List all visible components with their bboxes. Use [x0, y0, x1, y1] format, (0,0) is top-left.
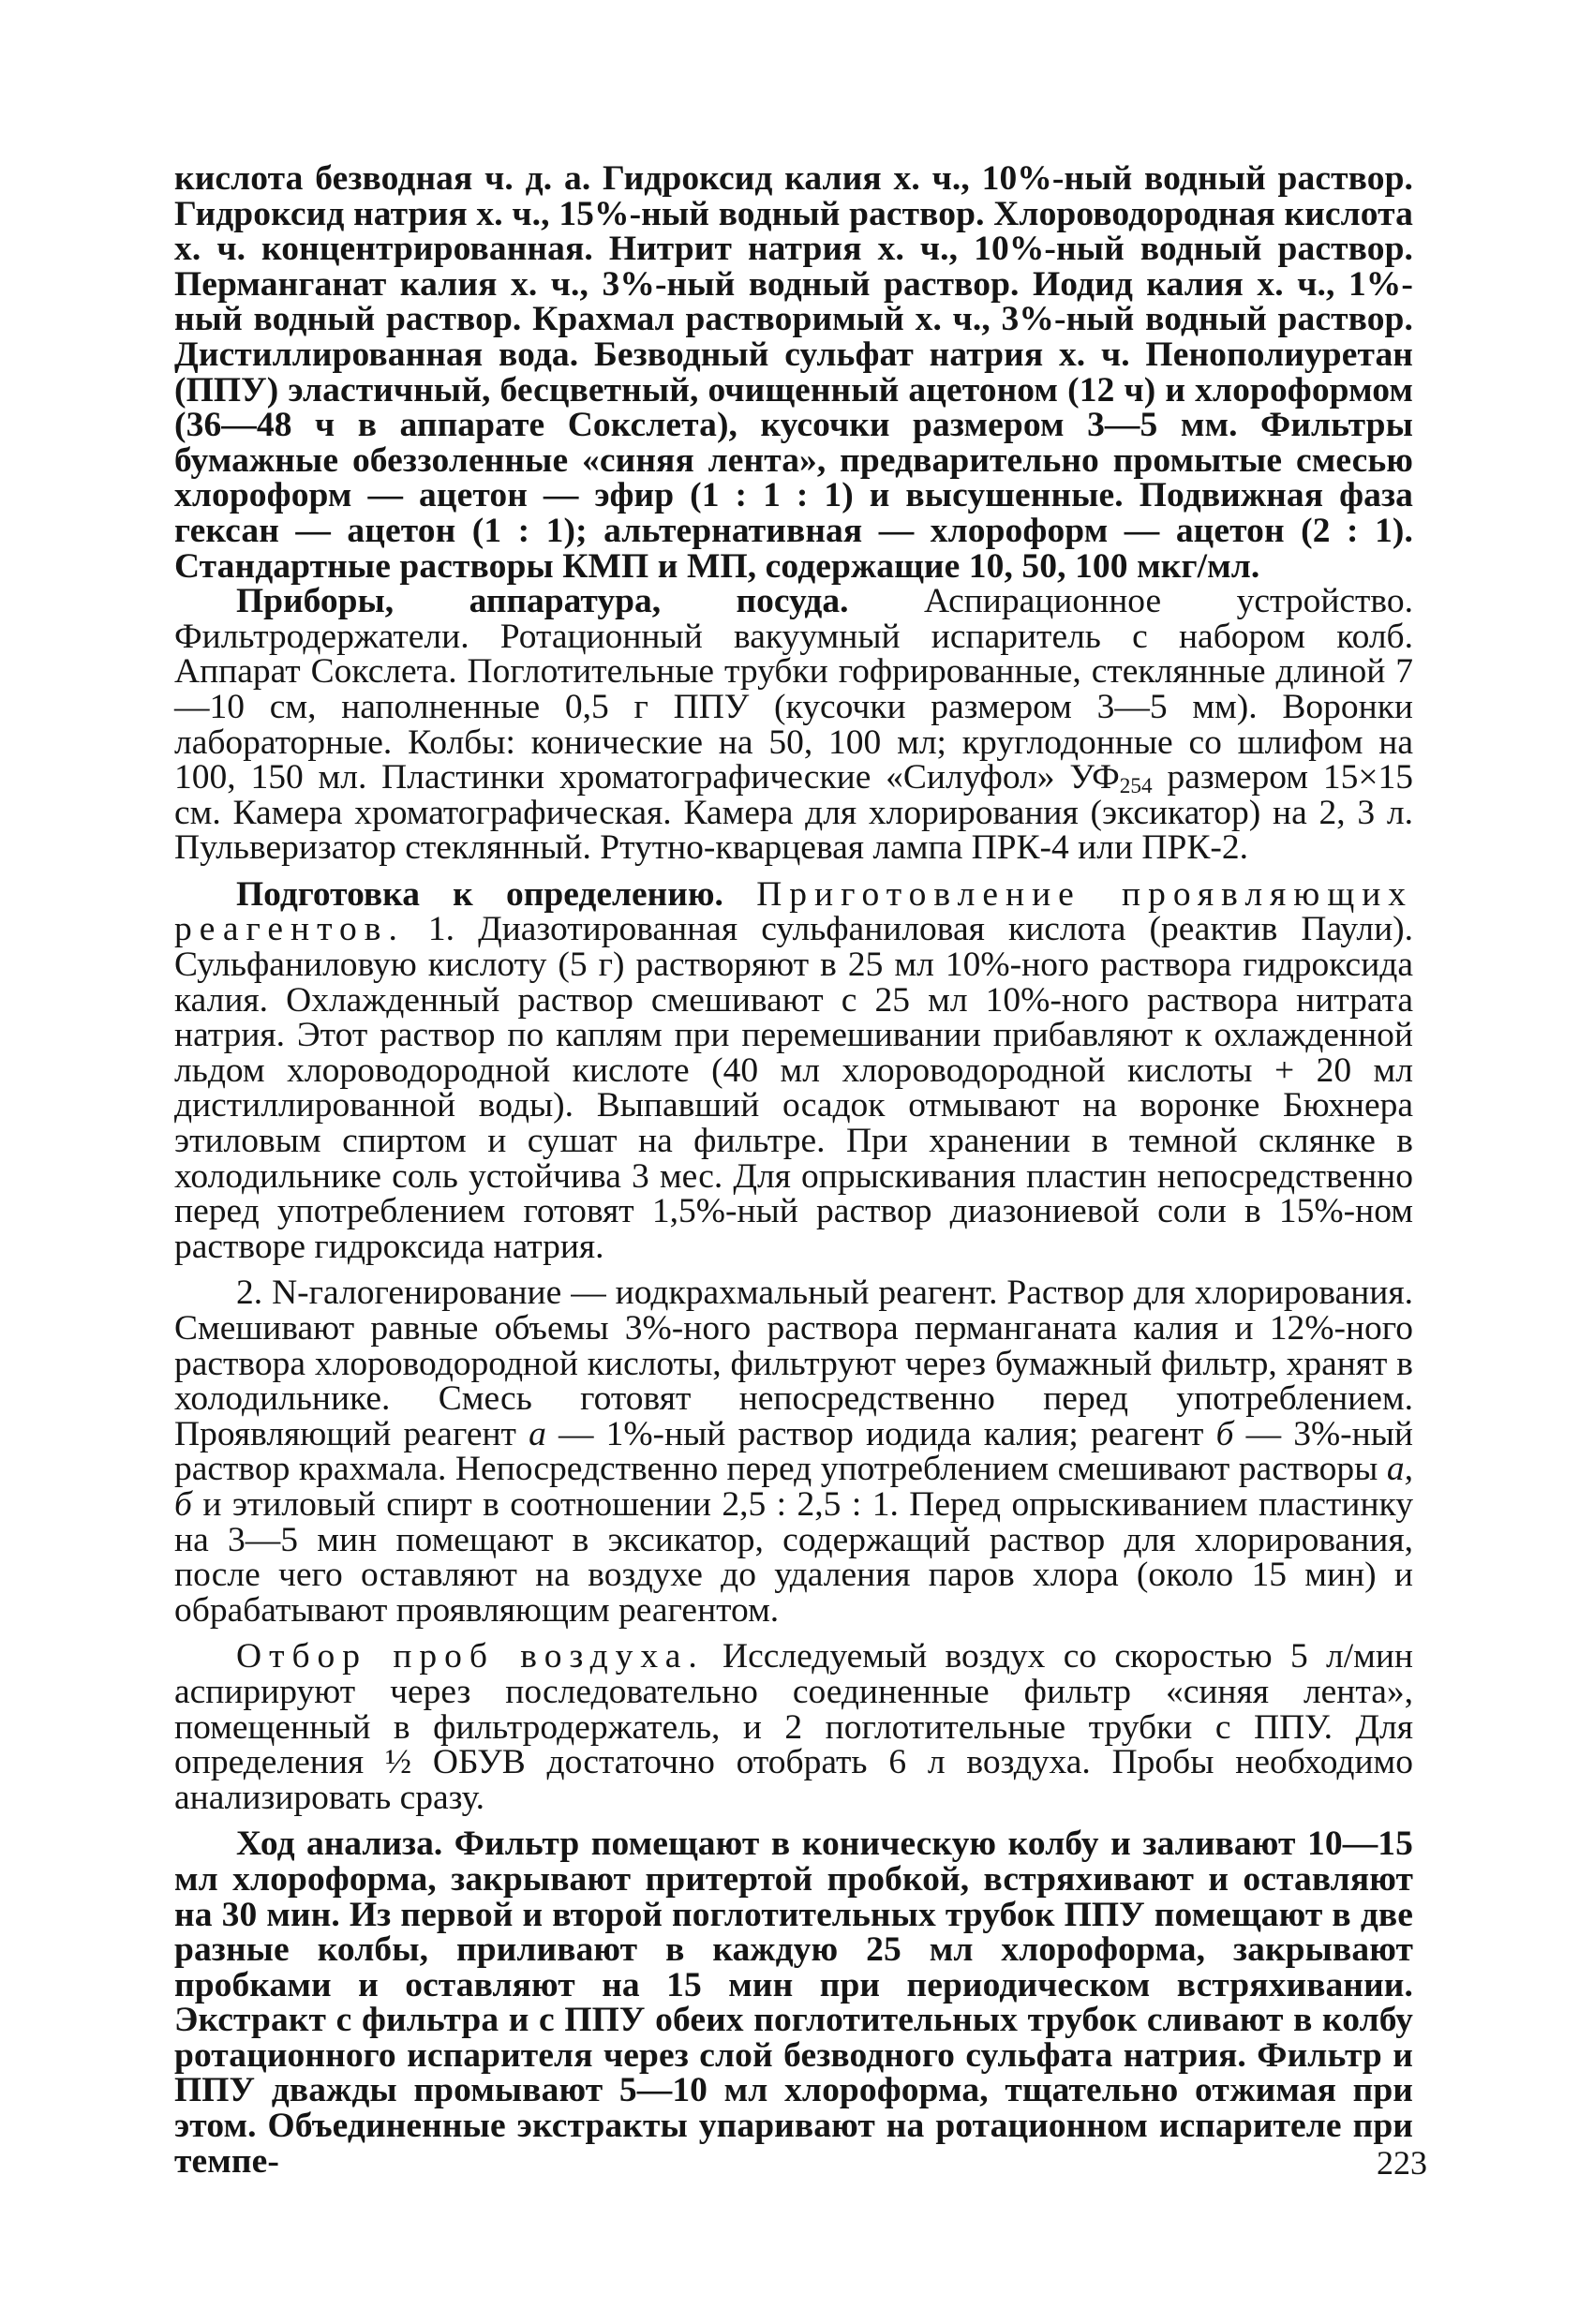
halogenation-text-b: — 1%-ный раствор иодида калия; реагент	[545, 1414, 1216, 1453]
reagent-b-label: б	[1215, 1414, 1234, 1453]
paragraph-air-sampling	[174, 1639, 1413, 1815]
page-number: 223	[1377, 2144, 1427, 2182]
halogenation-text-a: 2. N-галогенирование — иодкрахмальный реагент. Раствор для хлорирования. Смешивают равные объемы 3%-ного раствора перманганата калия и 12%-ного раствора хлороводородной кислоты, фильтруют через бумажный фильтр, хранят в холодильнике. Смесь готовят непосредственно перед употреблением. Проявляющий реагент	[174, 1274, 1413, 1453]
page-body	[174, 161, 1413, 2179]
reagent-a-label: а	[529, 1414, 546, 1453]
section-heading-instruments: Приборы, аппаратура, посуда.	[236, 582, 849, 621]
paragraph-instruments	[174, 584, 1413, 866]
air-sampling-text: Исследуемый воздух со скоростью 5 л/мин аспирируют через последовательно соединенные фильтр «синяя лента», помещенный в фильтродержатель, и 2 поглотительные трубки с ППУ. Для определения ½ ОБУВ достаточно отобрать 6 л воздуха. Пробы необходимо анализировать сразу.	[174, 1637, 1413, 1817]
subheading-air-sampling: Отбор проб воздуха.	[236, 1637, 705, 1676]
preparation-text: 1. Диазотированная сульфаниловая кислота (реактив Паули). Сульфаниловую кислоту (5 г) растворяют в 25 мл 10%-ного раствора гидроксида калия. Охлажденный раствор смешивают с 25 мл 10%-ного раствора нитрата натрия. Этот раствор по каплям при перемешивании прибавляют к охлажденной льдом хлороводородной кислоте (40 мл хлороводородной кислоты + 20 мл дистиллированной воды). Выпавший осадок отмывают на воронке Бюхнера этиловым спиртом и сушат на фильтре. При хранении в темной склянке в холодильнике соль устойчива 3 мес. Для опрыскивания пластин непосредственно перед употреблением готовят 1,5%-ный раствор диазониевой соли в 15%-ном растворе гидроксида натрия.	[174, 910, 1413, 1266]
instruments-text-b: размером 15×15 см. Камера хроматографическая. Камера для хлорирования (эксикатор) на 2, 3 л. Пульверизатор стеклянный. Ртутно-кварцевая лампа ПРК-4 или ПРК-2.	[174, 758, 1413, 868]
subheading-reagent-preparation: Приготовление проявляющих реагентов.	[174, 874, 1414, 949]
analysis-text: Фильтр помещают в коническую колбу и заливают 10—15 мл хлороформа, закрывают притертой пробкой, встряхивают и оставляют на 30 мин. Из первой и второй поглотительных трубок ППУ помещают в две разные колбы, приливают в каждую 25 мл хлороформа, закрывают пробками и оставляют на 15 мин при периодическом встряхивании. Экстракт с фильтра и с ППУ обеих поглотительных трубок сливают в колбу ротационного испарителя через слой безводного сульфата натрия. Фильтр и ППУ дважды промывают 5—10 мл хлороформа, тщательно отжимая при этом. Объединенные экстракты упаривают на ротационном испарителе при темпе-	[174, 1825, 1413, 2181]
instruments-text-a: Аспирационное устройство. Фильтродержатели. Ротационный вакуумный испаритель с набором колб. Аппарат Сокслета. Поглотительные трубки гофрированные, стеклянные длиной 7—10 см, наполненные 0,5 г ППУ (кусочки размером 3—5 мм). Воронки лабораторные. Колбы: конические на 50, 100 мл; круглодонные со шлифом на 100, 150 мл. Пластинки хроматографические «Силуфол» УФ	[174, 582, 1413, 797]
halogenation-text-c: — 3%-ный раствор крахмала. Непосредственно перед употреблением смешивают растворы	[174, 1414, 1413, 1489]
paragraph-analysis	[174, 1826, 1413, 2179]
reagents-ab-label: а, б	[174, 1450, 1413, 1524]
paragraph-reagents: кислота безводная ч. д. а. Гидроксид калия х. ч., 10%-ный водный раствор. Гидроксид натрия х. ч., 15%-ный водный раствор. Хлороводородная кислота х. ч. концентрированная. Нитрит натрия х. ч., 10%-ный водный раствор. Перманганат калия х. ч., 3%-ный водный раствор. Иодид калия х. ч., 1%-ный водный раствор. Крахмал растворимый х. ч., 3%-ный водный раствор. Дистиллированная вода. Безводный сульфат натрия х. ч. Пенополиуретан (ППУ) эластичный, бесцветный, очищенный ацетоном (12 ч) и хлороформом (36—48 ч в аппарате Сокслета), кусочки размером 3—5 мм. Фильтры бумажные обеззоленные «синяя лента», предварительно промытые смесью хлороформ — ацетон — эфир (1 : 1 : 1) и высушенные. Подвижная фаза гексан — ацетон (1 : 1); альтернативная — хлороформ — ацетон (2 : 1). Стандартные растворы КМП и МП, содержащие 10, 50, 100 мкг/мл.	[174, 159, 1413, 586]
section-heading-analysis: Ход анализа.	[236, 1825, 443, 1864]
paragraph-preparation	[174, 874, 1414, 1266]
uv-subscript: 254	[1119, 774, 1153, 799]
paragraph-halogenation	[174, 1275, 1413, 1628]
halogenation-text-d: и этиловый спирт в соотношении 2,5 : 2,5 : 1. Перед опрыскиванием пластинку на 3—5 мин помещают в эксикатор, содержащий раствор для хлорирования, после чего оставляют на воздухе до удаления паров хлора (около 15 мин) и обрабатывают проявляющим реагентом.	[174, 1484, 1413, 1630]
section-heading-preparation: Подготовка к определению.	[236, 874, 723, 914]
